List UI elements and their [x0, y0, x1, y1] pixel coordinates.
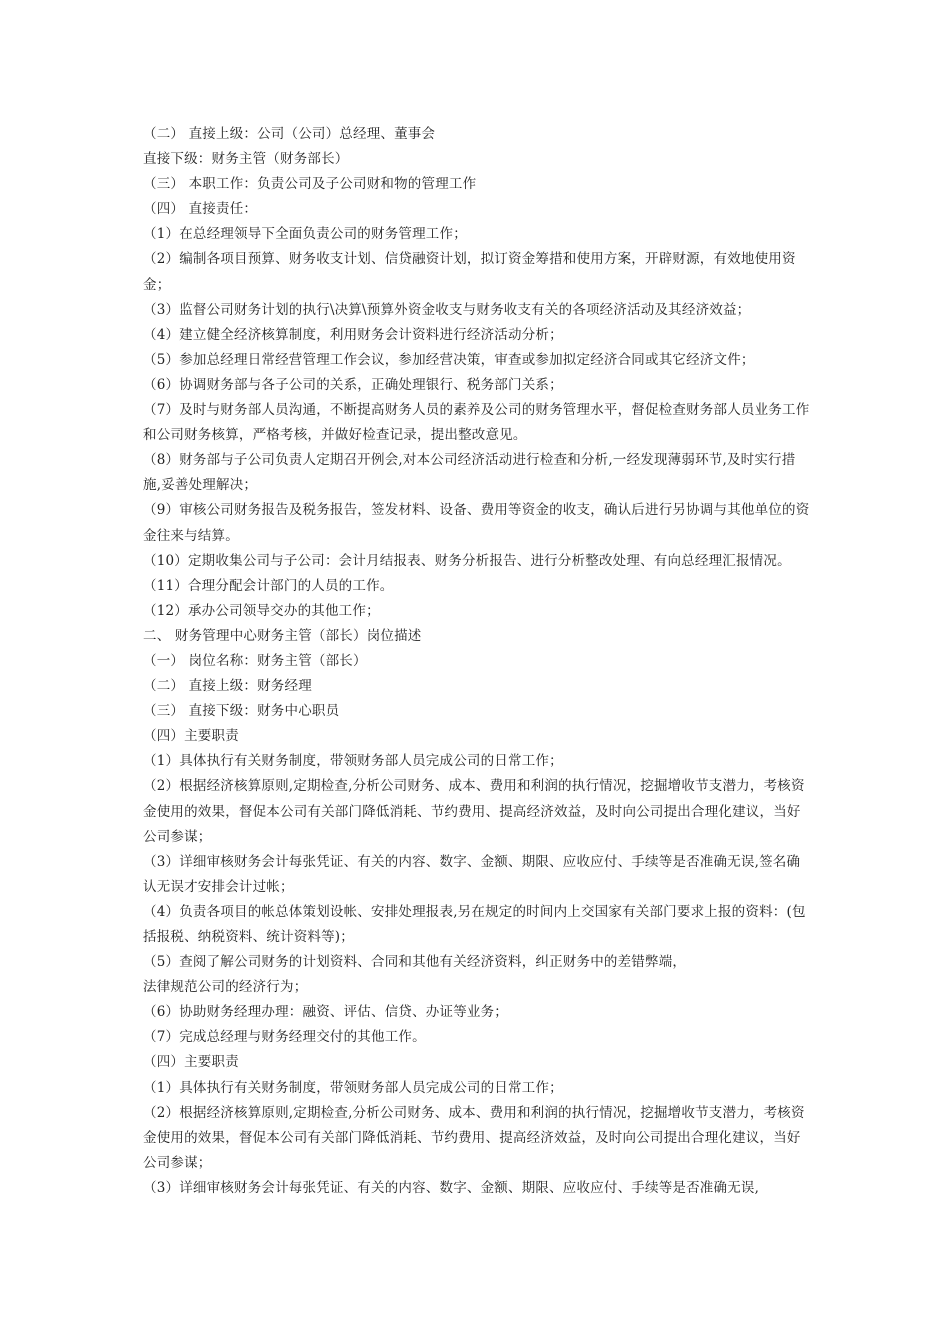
- text-line: 直接下级：财务主管（财务部长）: [143, 151, 349, 168]
- text-line: （3）详细审核财务会计每张凭证、有关的内容、数字、金额、期限、应收应付、手续等是否准确无误,: [143, 1179, 760, 1196]
- text-line: （11）合理分配会计部门的人员的工作。: [143, 577, 394, 594]
- text-line: （3）详细审核财务会计每张凭证、有关的内容、数字、金额、期限、应收应付、手续等是否准确无误,签名确认无误才安排会计过帐；: [143, 853, 801, 895]
- text-line: （三） 本职工作：负责公司及子公司财和物的管理工作: [143, 176, 477, 193]
- section-heading: 二、 财务管理中心财务主管（部长）岗位描述: [143, 627, 422, 644]
- text-line: （四） 直接责任：: [143, 201, 258, 218]
- text-line: （7）完成总经理与财务经理交付的其他工作。: [143, 1029, 426, 1046]
- text-line: （4）建立健全经济核算制度，利用财务会计资料进行经济活动分析；: [143, 326, 563, 343]
- text-line: （4）负责各项目的帐总体策划设帐、安排处理报表,另在规定的时间内上交国家有关部门要求上报的资料：(包括报税、纳税资料、统计资料等)；: [143, 903, 806, 945]
- text-line: （10）定期收集公司与子公司：会计月结报表、财务分析报告、进行分析整改处理、有向总经理汇报情况。: [143, 552, 791, 569]
- text-line: （8）财务部与子公司负责人定期召开例会,对本公司经济活动进行检查和分析,一经发现薄弱环节,及时实行措施,妥善处理解决；: [143, 452, 796, 494]
- text-line: （1）具体执行有关财务制度，带领财务部人员完成公司的日常工作；: [143, 753, 563, 770]
- text-line: （四）主要职责: [143, 1054, 239, 1071]
- text-line: （一） 岗位名称：财务主管（部长）: [143, 652, 367, 669]
- text-line: （四）主要职责: [143, 728, 239, 745]
- text-line: 法律规范公司的经济行为；: [143, 979, 308, 996]
- text-line: （6）协助财务经理办理：融资、评估、信贷、办证等业务；: [143, 1004, 508, 1021]
- text-line: （2）编制各项目预算、财务收支计划、信贷融资计划，拟订资金筹措和使用方案，开辟财源，有效地使用资金；: [143, 251, 796, 293]
- text-line: （1）在总经理领导下全面负责公司的财务管理工作；: [143, 226, 467, 243]
- text-line: （二） 直接上级：公司（公司）总经理、董事会: [143, 126, 436, 142]
- text-line: （1）具体执行有关财务制度，带领财务部人员完成公司的日常工作；: [143, 1079, 563, 1096]
- text-line: （2）根据经济核算原则,定期检查,分析公司财务、成本、费用和利润的执行情况，挖掘增收节支潜力，考核资金使用的效果，督促本公司有关部门降低消耗、节约费用、提高经济效益，及时向公司提出合理化建议，当好公司参谋；: [143, 778, 805, 845]
- text-line: （三） 直接下级：财务中心职员: [143, 703, 340, 720]
- text-line: （7）及时与财务部人员沟通，不断提高财务人员的素养及公司的财务管理水平，督促检查财务部人员业务工作和公司财务核算，严格考核，并做好检查记录，提出整改意见。: [143, 402, 810, 444]
- text-line: （二） 直接上级：财务经理: [143, 678, 312, 695]
- document-body: [143, 122, 813, 1201]
- text-line: （12）承办公司领导交办的其他工作；: [143, 602, 380, 619]
- text-line: （5）查阅了解公司财务的计划资料、合同和其他有关经济资料，纠正财务中的差错弊端，: [143, 954, 687, 971]
- text-line: （9）审核公司财务报告及税务报告，签发材料、设备、费用等资金的收支，确认后进行另协调与其他单位的资金往来与结算。: [143, 502, 810, 544]
- text-line: （5）参加总经理日常经营管理工作会议，参加经营决策，审查或参加拟定经济合同或其它经济文件；: [143, 351, 755, 368]
- text-line: （6）协调财务部与各子公司的关系，正确处理银行、税务部门关系；: [143, 376, 563, 393]
- text-line: （2）根据经济核算原则,定期检查,分析公司财务、成本、费用和利润的执行情况，挖掘增收节支潜力，考核资金使用的效果，督促本公司有关部门降低消耗、节约费用、提高经济效益，及时向公司提出合理化建议，当好公司参谋；: [143, 1104, 805, 1171]
- text-line: （3）监督公司财务计划的执行\决算\预算外资金收支与财务收支有关的各项经济活动及其经济效益；: [143, 301, 751, 318]
